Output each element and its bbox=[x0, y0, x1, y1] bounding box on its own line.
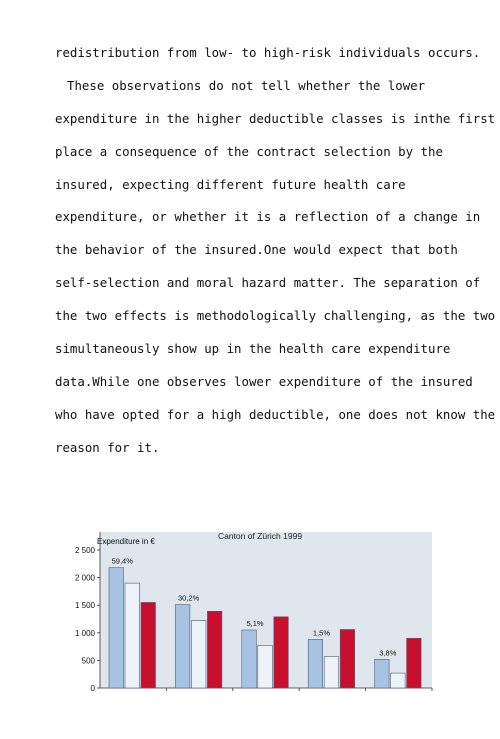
chart-title: Canton of Zürich 1999 bbox=[217, 531, 303, 541]
bar bbox=[125, 583, 140, 688]
expenditure-chart bbox=[70, 528, 435, 698]
y-tick-label: 1 000 bbox=[74, 628, 95, 638]
bar bbox=[340, 629, 355, 688]
y-tick-label: 2 000 bbox=[74, 573, 95, 583]
bar bbox=[141, 602, 156, 688]
text-line: the two effects is methodologically challenging, as the two bbox=[55, 308, 496, 324]
bar bbox=[207, 611, 222, 688]
text-line: self-selection and moral hazard matter. The separation of bbox=[55, 275, 481, 291]
bar bbox=[175, 605, 190, 688]
text-line: insured, expecting different future health care bbox=[55, 176, 406, 192]
y-tick-label: 2 500 bbox=[74, 546, 95, 555]
group-label: 3,8% bbox=[379, 648, 397, 658]
text-line: simultaneously show up in the health care expenditure bbox=[55, 341, 451, 357]
bar bbox=[407, 638, 422, 688]
text-line: redistribution from low- to high-risk individuals occurs. bbox=[55, 45, 481, 60]
text-line: expenditure in the higher deductible classes is inthe first bbox=[55, 110, 496, 126]
group-label: 59,4% bbox=[111, 556, 133, 566]
y-axis-label: Expenditure in € bbox=[97, 537, 155, 546]
bar bbox=[324, 657, 339, 688]
bar bbox=[375, 659, 390, 688]
bar bbox=[391, 673, 406, 688]
text-line: the behavior of the insured.One would expect that both bbox=[55, 242, 458, 258]
y-tick-label: 500 bbox=[81, 656, 95, 666]
group-label: 30,2% bbox=[178, 593, 200, 603]
y-tick-label: 0 bbox=[90, 684, 95, 693]
text-line: data.While one observes lower expenditure of the insured bbox=[55, 373, 473, 389]
y-tick-label: 1 500 bbox=[74, 601, 95, 611]
bar bbox=[308, 639, 323, 688]
bar bbox=[274, 617, 289, 688]
bar bbox=[242, 630, 256, 688]
bar bbox=[109, 568, 124, 688]
text-line: expenditure, or whether it is a reflection of a change in bbox=[55, 209, 481, 225]
bar bbox=[191, 621, 206, 688]
group-label: 5,1% bbox=[246, 619, 264, 629]
group-label: 1,5% bbox=[312, 628, 331, 638]
text-line: place a consequence of the contract selection by the bbox=[55, 143, 443, 159]
text-line: who have opted for a high deductible, one does not know the bbox=[55, 406, 496, 422]
text-line: These observations do not tell whether the lower bbox=[67, 77, 426, 93]
body-text bbox=[55, 37, 496, 465]
bar bbox=[258, 645, 273, 688]
text-line: reason for it. bbox=[55, 439, 160, 455]
chart-svg bbox=[70, 528, 435, 698]
